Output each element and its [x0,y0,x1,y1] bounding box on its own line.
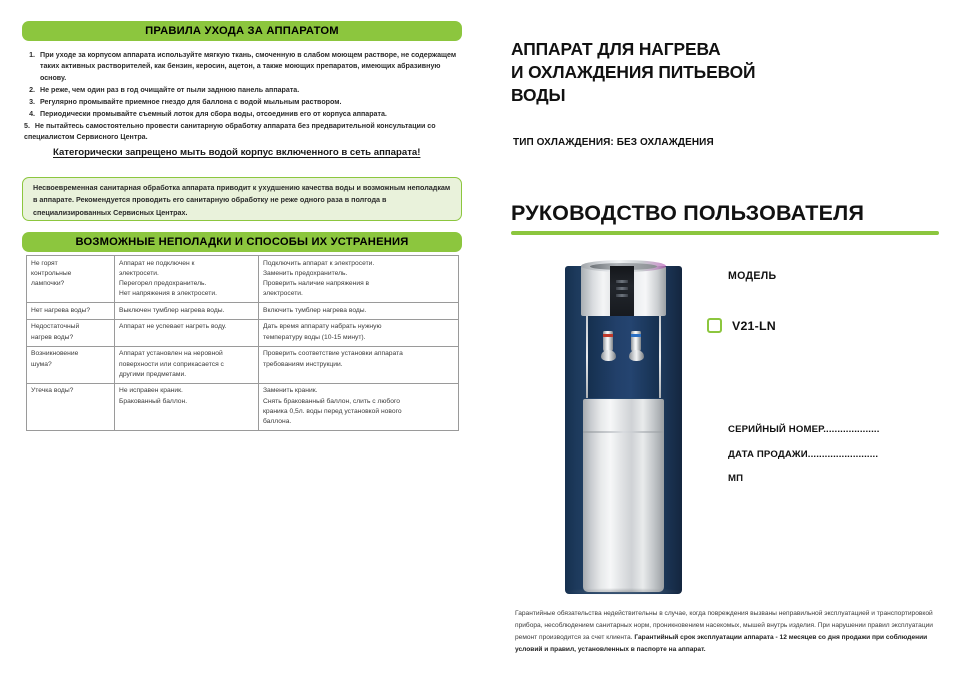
table-cell-problem [27,383,115,430]
warranty-fields [728,425,948,484]
warranty-line-4-normal: за счет клиента. [582,634,635,641]
product-title-line-1: АППАРАТ ДЛЯ НАГРЕВА [511,39,721,59]
cell-line: нагрев воды? [31,333,74,341]
cell-line: Не горят [31,259,58,267]
cell-line: электросети. [119,269,159,277]
table-cell-cause [115,303,259,320]
troubleshooting-table [26,255,459,431]
warranty-terms [515,608,940,656]
sale-date-field[interactable]: ДАТА ПРОДАЖИ......................... [728,448,879,460]
care-item-number: 4. [29,109,35,118]
page-title: РУКОВОДСТВО ПОЛЬЗОВАТЕЛЯ [511,201,865,225]
warranty-line-3: насекомых, мышей внутрь изделия. При нарушении правил эксплуатации ремонт производится [515,622,933,641]
care-item-text: Не пытайтесь самостоятельно провести санитарную обработку аппарата без предварительной консультации со специалистом Сервисного Центра. [24,121,436,142]
hot-water-tap [600,331,616,363]
tap-base [629,350,644,361]
cell-line: Включить тумблер нагрева воды. [263,306,367,314]
indicator-light-icon [616,287,628,290]
cell-line: Нет напряжения в электросети. [119,290,217,298]
table-cell-problem [27,303,115,320]
care-item-number: 5. [24,121,30,130]
cell-line: Аппарат не успевает нагреть воду. [119,323,227,331]
cell-line: Выключен тумблер нагрева воды. [119,306,225,314]
cell-line: Перегорел предохранитель. [119,279,207,287]
table-row [27,256,459,303]
care-list-item [24,121,462,144]
care-item-text: Не реже, чем один раз в год очищайте от пыли заднюю панель аппарата. [40,85,300,94]
care-item-text: При уходе за корпусом аппарата используйте мягкую ткань, смоченную в слабом моющем растворе, не содержащем таких активных растворителей, как бензин, керосин, ацетон, а также моющих препаратов, имеющих абразивную основу. [40,51,457,82]
table-cell-fix [259,319,459,346]
model-name: V21-LN [732,318,776,333]
cell-line: шума? [31,360,52,368]
serial-number-field[interactable]: СЕРИЙНЫЙ НОМЕР.................... [728,424,880,435]
care-list-item [24,97,462,108]
cooling-type-label: ТИП ОХЛАЖДЕНИЯ: БЕЗ ОХЛАЖДЕНИЯ [513,137,714,148]
cooler-shadow [565,588,682,595]
care-item-text: Периодически промывайте съемный лоток для сбора воды, отсоединив его от корпуса аппарата. [40,109,387,118]
water-cooler-illustration [552,256,695,596]
cell-line: Проверить соответствие установки аппарата [263,350,403,358]
cooler-control-panel [610,266,634,316]
model-checkbox[interactable] [707,318,722,333]
care-item-number: 1. [29,51,35,59]
table-row [27,303,459,320]
cold-water-tap [628,331,644,363]
sanitary-note-box: Несвоевременная санитарная обработка аппарата приводит к ухудшению качества воды и возможным неполадкам в аппарате. Рекомендуется проводить его санитарную обработку не реже одного раза в полгода в специализированных Сервисных Центрах. [22,177,462,221]
cell-line: температуру воды (10-15 минут). [263,333,366,341]
cell-line: краника 0,5л. воды перед установкой нового [263,407,402,415]
model-label: МОДЕЛЬ [728,270,777,282]
product-title [511,38,871,107]
cell-line: баллона. [263,417,292,425]
table-cell-cause [115,319,259,346]
indicator-light-icon [616,294,628,297]
cell-line: Аппарат установлен на неровной [119,350,223,358]
care-item-number: 3. [29,97,35,106]
cell-line: Подключить аппарат к электросети. [263,259,375,267]
care-prohibition-warning: Категорически запрещено мыть водой корпус включенного в сеть аппарата! [53,147,421,158]
niche-edge-left [586,316,588,398]
table-cell-fix [259,383,459,430]
cell-line: контрольные [31,269,72,277]
table-cell-fix [259,256,459,303]
hot-indicator-band [603,334,613,337]
table-cell-fix [259,346,459,383]
warranty-line-4-bold: Гарантийный срок эксплуатации аппарата - 12 месяцев со дня продажи [634,634,871,641]
title-underline-rule [511,231,939,235]
product-title-line-3: ВОДЫ [511,85,566,106]
model-selection-row [707,318,776,333]
care-list-item [24,85,462,96]
table-cell-cause [115,383,259,430]
cell-line: электросети. [263,290,303,298]
care-rules-banner: ПРАВИЛА УХОДА ЗА АППАРАТОМ [22,21,462,41]
cell-line: другими предметами. [119,370,187,378]
table-cell-problem [27,256,115,303]
table-row [27,383,459,430]
cell-line: Аппарат не подключен к [119,259,195,267]
cell-line: поверхности или соприкасается с [119,360,224,368]
table-cell-problem [27,346,115,383]
care-rules-list [24,50,462,144]
care-list-item [24,50,462,84]
cell-line: Бракованный баллон. [119,397,188,405]
cell-line: Снять бракованный баллон, слить с любого [263,397,400,405]
table-cell-fix [259,303,459,320]
cell-line: Заменить предохранитель. [263,269,348,277]
table-cell-problem [27,319,115,346]
cell-line: Не исправен краник. [119,387,183,395]
cell-line: Заменить краник. [263,387,318,395]
warranty-line-2: эксплуатацией и транспортировкой прибора, несоблюдением санитарных норм, проникновением [515,610,933,629]
cell-line: требованиям инструкции. [263,360,343,368]
table-cell-cause [115,256,259,303]
table-cell-cause [115,346,259,383]
cell-line: Проверить наличие напряжения в [263,279,370,287]
cell-line: Утечка воды? [31,387,74,395]
warranty-line-1: Гарантийные обязательства недействительны в случае, когда повреждения вызваны неправильной [515,610,823,617]
cooler-dispensing-niche [588,316,659,398]
cell-line: Недостаточный [31,323,80,331]
cold-indicator-band [631,334,641,337]
table-row [27,319,459,346]
table-row [27,346,459,383]
stamp-field: МП [728,473,744,485]
warranty-line-5-bold: при соблюдении условий и правил, установленных в паспорте на аппарат. [515,634,928,653]
care-item-text: Регулярно промывайте приемное гнездо для баллона с водой мыльным раствором. [40,97,342,106]
cabinet-seam [583,431,664,433]
product-title-line-2: И ОХЛАЖДЕНИЯ ПИТЬЕВОЙ [511,62,756,83]
cell-line: Дать время аппарату набрать нужную [263,323,382,331]
niche-edge-right [659,316,661,398]
tap-base [601,350,616,361]
troubleshooting-banner: ВОЗМОЖНЫЕ НЕПОЛАДКИ И СПОСОБЫ ИХ УСТРАНЕНИЯ [22,232,462,252]
indicator-light-icon [616,280,628,283]
care-item-number: 2. [29,85,35,94]
cell-line: лампочки? [31,279,65,287]
cooler-lower-cabinet [583,399,664,592]
cell-line: Нет нагрева воды? [31,306,91,314]
care-list-item [24,109,462,120]
cell-line: Возникновение [31,350,79,358]
